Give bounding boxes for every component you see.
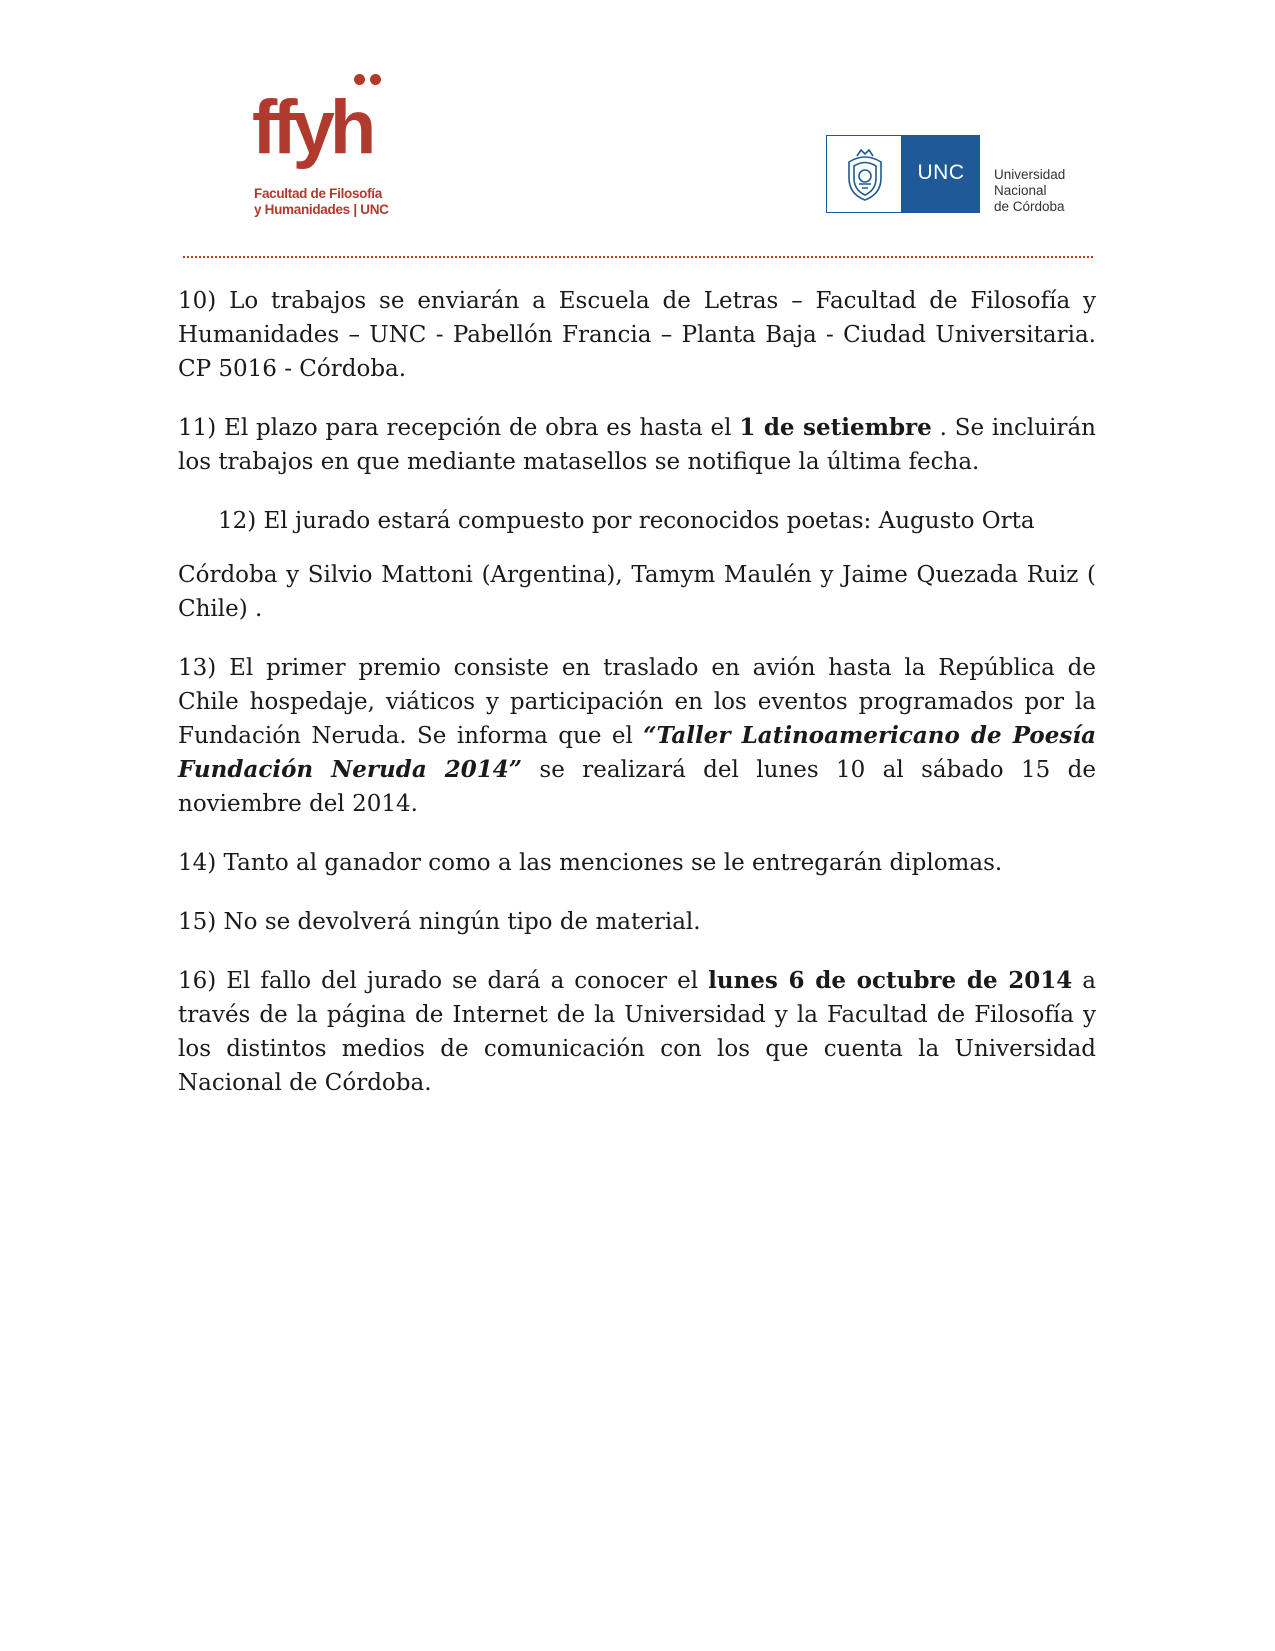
unc-abbreviation: UNC	[917, 161, 965, 184]
paragraph-13	[178, 651, 1096, 821]
workshop-title: “Taller Latinoamericano de Poesía Fundación Neruda 2014”	[178, 722, 1096, 783]
paragraph-10: 10) Lo trabajos se enviarán a Escuela de Letras – Facultad de Filosofía y Humanidades – UNC - Pabellón Francia – Planta Baja - Ciudad Universitaria. CP 5016 - Córdoba.	[178, 288, 1096, 382]
paragraph-15: 15) No se devolverá ningún tipo de material.	[178, 909, 701, 935]
paragraph-16-text: 16) El fallo del jurado se dará a conocer el	[178, 968, 709, 994]
ffyh-logo	[252, 68, 402, 228]
deadline-date: 1 de setiembre	[739, 414, 932, 441]
unc-logo	[826, 135, 1086, 215]
header-divider	[183, 256, 1093, 258]
unc-full-name	[994, 167, 1065, 215]
unc-abbreviation-block	[902, 135, 980, 213]
unc-seal-box	[826, 135, 902, 213]
paragraph-12-continuation: Córdoba y Silvio Mattoni (Argentina), Tamym Maulén y Jaime Quezada Ruiz ( Chile) .	[178, 562, 1096, 622]
paragraph-11	[178, 411, 1096, 479]
ffyh-line-2: y Humanidades | UNC	[254, 202, 389, 217]
document-body	[178, 284, 1096, 1125]
unc-name-line-3: de Córdoba	[994, 199, 1065, 214]
paragraph-11-text-end: . Se incluirán los trabajos en que mediante matasellos se notifique la última fecha.	[178, 415, 1096, 475]
paragraph-16-text-end: a través de la página de Internet de la Universidad y la Facultad de Filosofía y los distintos medios de comunicación con los que cuenta la Universidad Nacional de Córdoba.	[178, 968, 1096, 1096]
paragraph-12-first-line: 12) El jurado estará compuesto por reconocidos poetas: Augusto Orta	[218, 508, 1035, 534]
ffyh-line-1: Facultad de Filosofía	[254, 186, 382, 201]
paragraph-14: 14) Tanto al ganador como a las menciones se le entregarán diplomas.	[178, 850, 1003, 876]
unc-name-line-1: Universidad	[994, 167, 1066, 182]
paragraph-16	[178, 964, 1096, 1100]
paragraph-13-text: 13) El primer premio consiste en traslado en avión hasta la República de Chile hospedaje, viáticos y participación en los eventos programados por la Fundación Neruda. Se informa que el	[178, 655, 1096, 749]
ffyh-faculty-name	[254, 186, 389, 218]
university-seal-icon	[843, 148, 887, 202]
unc-name-line-2: Nacional	[994, 183, 1047, 198]
ffyh-wordmark: ffyh	[252, 85, 372, 170]
paragraph-11-text: 11) El plazo para recepción de obra es hasta el	[178, 415, 740, 441]
verdict-date: lunes 6 de octubre de 2014	[708, 967, 1073, 994]
paragraph-13-text-end: se realizará del lunes 10 al sábado 15 de noviembre del 2014.	[178, 757, 1096, 817]
